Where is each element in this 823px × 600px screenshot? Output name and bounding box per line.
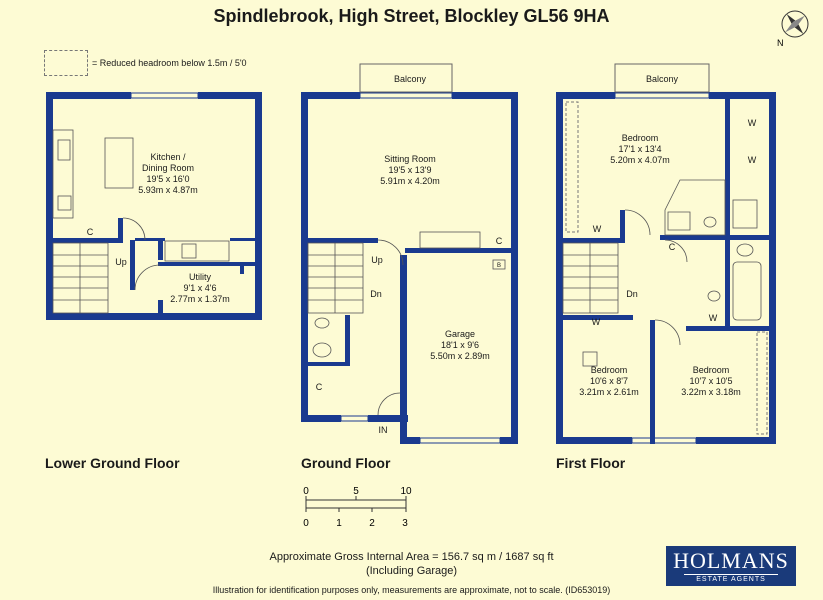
bed2-metric: 3.21m x 2.61m — [579, 387, 639, 397]
ground-floor-label: Ground Floor — [301, 455, 391, 471]
utility-imperial: 9'1 x 4'6 — [183, 283, 217, 293]
scale-m-1: 1 — [336, 518, 342, 529]
ground-stairs-down: Dn — [370, 289, 382, 299]
bed3-metric: 3.22m x 3.18m — [681, 387, 741, 397]
scale-ft-5: 5 — [353, 486, 359, 497]
ground-cupboard-2: C — [495, 236, 503, 246]
ground-stairs-up: Up — [371, 255, 383, 265]
ground-floor — [301, 64, 518, 444]
kitchen-imperial: 19'5 x 16'0 — [146, 174, 190, 184]
wardrobe-2: W — [747, 155, 757, 165]
first-floor — [556, 64, 776, 444]
bed1-name: Bedroom — [621, 133, 659, 143]
kitchen-name2: Dining Room — [141, 163, 195, 173]
disclaimer: Illustration for identification purposes only, measurements are approximate, not to scale. (ID653019) — [212, 585, 611, 595]
bed2-imperial: 10'6 x 8'7 — [590, 376, 628, 386]
logo-brand: HOLMANS — [673, 548, 789, 573]
scale-m-2: 2 — [369, 518, 375, 529]
sitting-name: Sitting Room — [384, 154, 436, 164]
legend-text: = Reduced headroom below 1.5m / 5'0 — [92, 58, 247, 68]
wardrobe-4: W — [591, 317, 601, 327]
boiler-label: B — [496, 263, 502, 269]
bed3-name: Bedroom — [692, 365, 730, 375]
scale-m-3: 3 — [402, 518, 408, 529]
scale-ft-10: 10 — [400, 486, 412, 497]
ground-cupboard-1: C — [315, 382, 323, 392]
wardrobe-5: W — [708, 313, 718, 323]
bed1-metric: 5.20m x 4.07m — [610, 155, 670, 165]
compass-north: N — [777, 38, 784, 48]
lower-stairs-up: Up — [115, 257, 127, 267]
plan-title: Spindlebrook, High Street, Blockley GL56 9HA — [213, 6, 610, 26]
utility-metric: 2.77m x 1.37m — [170, 294, 230, 304]
area-note: (Including Garage) — [365, 565, 458, 577]
logo-subtitle: ESTATE AGENTS — [684, 574, 778, 585]
utility-name: Utility — [189, 272, 211, 282]
first-cupboard: C — [668, 242, 676, 252]
bed1-imperial: 17'1 x 13'4 — [618, 144, 662, 154]
scale-bar — [300, 483, 415, 533]
wardrobe-1: W — [747, 118, 757, 128]
first-stairs-down: Dn — [626, 289, 638, 299]
kitchen-metric: 5.93m x 4.87m — [138, 185, 198, 195]
wardrobe-3: W — [592, 224, 602, 234]
gross-area: Approximate Gross Internal Area = 156.7 sq m / 1687 sq ft — [269, 551, 554, 563]
kitchen-name: Kitchen / — [150, 152, 186, 162]
entrance-label: IN — [378, 425, 388, 435]
first-floor-label: First Floor — [556, 455, 626, 471]
lower-cupboard: C — [86, 227, 94, 237]
sitting-metric: 5.91m x 4.20m — [380, 176, 440, 186]
bed2-name: Bedroom — [590, 365, 628, 375]
first-balcony: Balcony — [645, 74, 679, 84]
ground-balcony: Balcony — [393, 74, 427, 84]
lower-ground-floor — [46, 92, 262, 320]
garage-imperial: 18'1 x 9'6 — [441, 340, 479, 350]
scale-m-0: 0 — [303, 518, 309, 529]
agent-logo — [666, 546, 796, 586]
sitting-imperial: 19'5 x 13'9 — [388, 165, 432, 175]
bed3-imperial: 10'7 x 10'5 — [689, 376, 733, 386]
scale-ft-0: 0 — [303, 486, 309, 497]
garage-name: Garage — [444, 329, 476, 339]
lower-floor-label: Lower Ground Floor — [45, 455, 180, 471]
garage-metric: 5.50m x 2.89m — [430, 351, 490, 361]
